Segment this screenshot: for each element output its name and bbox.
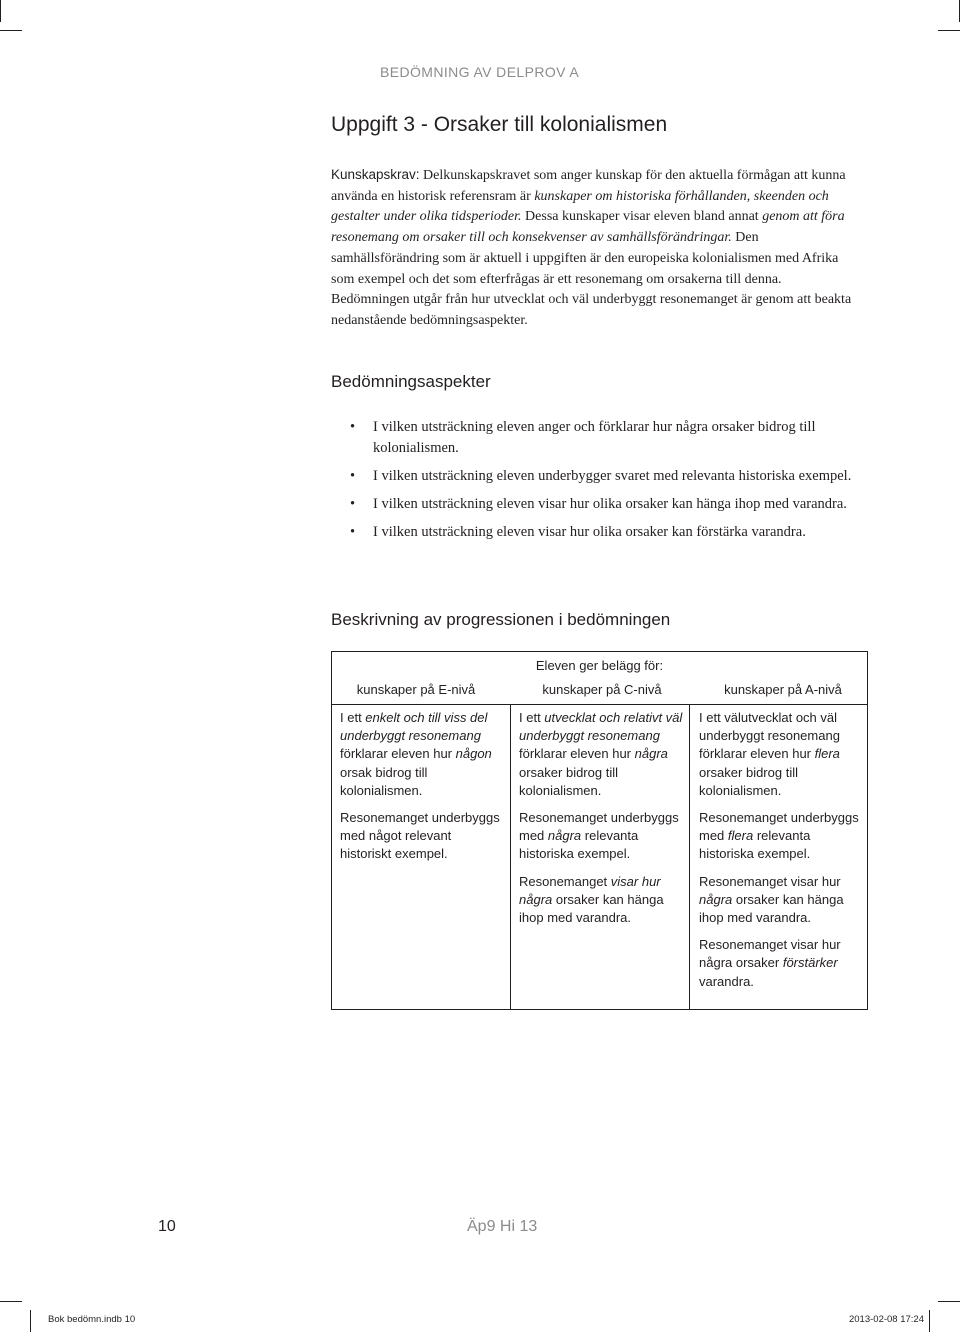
- cell-paragraph: Resonemanget visar hur några orsaker kan hänga ihop med varandra.: [519, 873, 664, 926]
- cell-paragraph: I ett enkelt och till viss del underbyggt resonemang förklarar eleven hur någon orsak bidrog till kolonialismen.: [340, 710, 492, 798]
- progression-table: [331, 651, 868, 1010]
- column-divider: [510, 704, 511, 1009]
- test-code: Äp9 Hi 13: [467, 1218, 538, 1235]
- crop-mark: [0, 1301, 22, 1302]
- table-caption: Eleven ger belägg för:: [535, 658, 664, 673]
- table-divider: [332, 704, 867, 705]
- cell-paragraph: Resonemanget visar hur några orsaker förstärker varandra.: [699, 937, 841, 989]
- cell-paragraph: I ett utvecklat och relativt väl underbyggt resonemang förklarar eleven hur några orsaker bidrog till kolonialismen.: [519, 710, 683, 798]
- cell-paragraph: I ett välutvecklat och väl underbyggt resonemang förklarar eleven hur flera orsaker bidrog till kolonialismen.: [699, 710, 840, 798]
- cell-paragraph: Resonemanget underbyggs med flera relevanta historiska exempel.: [699, 810, 859, 862]
- list-item: • I vilken utsträckning eleven underbygger svaret med relevanta historiska exempel.: [331, 466, 871, 487]
- column-header-c: kunskaper på C-nivå: [542, 682, 662, 697]
- print-slug-date: 2013-02-08 17:24: [848, 1314, 924, 1325]
- crop-mark: [938, 1301, 960, 1302]
- bullet-icon: •: [350, 523, 356, 540]
- column-divider: [689, 704, 690, 1009]
- list-item: • I vilken utsträckning eleven anger och förklarar hur några orsaker bidrog till kolonialismen.: [350, 419, 816, 456]
- intro-paragraph: Kunskapskrav: Delkunskapskravet som anger kunskap för den aktuella förmågan att kunna använda en historisk referensram är kunskaper om historiska förhållanden, skeenden och gestalter under olika tidsperioder. Dessa kunskaper visar eleven bland annat genom att föra resonemang om orsaker till och konsekvenser av samhällsförändringar. Den samhällsförändring som är aktuell i uppgiften är den europeiska kolonialismen med Afrika som exempel och det som efterfrågas är ett resonemang om orsakerna till denna. Bedömningen utgår från hur utvecklat och väl underbyggt resonemanget är genom att beakta nedanstående bedömningsaspekter.: [331, 167, 852, 328]
- column-header-a: kunskaper på A-nivå: [724, 682, 842, 697]
- intro-lead: Kunskapskrav:: [331, 167, 420, 182]
- page-title: Uppgift 3 - Orsaker till kolonialismen: [331, 113, 668, 136]
- list-item: • I vilken utsträckning eleven visar hur olika orsaker kan förstärka varandra.: [331, 522, 871, 543]
- page-number: 10: [158, 1218, 176, 1235]
- crop-mark: [938, 30, 960, 31]
- progression-heading: Beskrivning av progressionen i bedömningen: [331, 610, 671, 629]
- cell-paragraph: Resonemanget underbyggs med något relevant historiskt exempel.: [340, 810, 500, 862]
- crop-mark: [929, 1310, 930, 1332]
- crop-mark: [30, 1310, 31, 1332]
- table-cell-c: [519, 709, 683, 936]
- list-item: • I vilken utsträckning eleven visar hur olika orsaker kan hänga ihop med varandra.: [331, 494, 871, 515]
- aspects-list: [331, 417, 871, 550]
- print-slug-file: Bok bedömn.indb 10: [48, 1314, 136, 1325]
- table-cell-a: [699, 709, 864, 1000]
- bullet-icon: •: [350, 495, 356, 512]
- column-header-e: kunskaper på E-nivå: [356, 682, 476, 697]
- cell-paragraph: Resonemanget visar hur några orsaker kan hänga ihop med varandra.: [699, 873, 844, 926]
- running-header: BEDÖMNING AV DELPROV A: [380, 64, 580, 80]
- bullet-icon: •: [350, 419, 356, 435]
- table-cell-e: [340, 709, 502, 873]
- cell-paragraph: Resonemanget underbyggs med några relevanta historiska exempel.: [519, 810, 679, 862]
- aspects-heading: Bedömningsaspekter: [331, 372, 491, 391]
- crop-mark: [0, 0, 1, 22]
- crop-mark: [0, 30, 22, 31]
- bullet-icon: •: [350, 467, 356, 484]
